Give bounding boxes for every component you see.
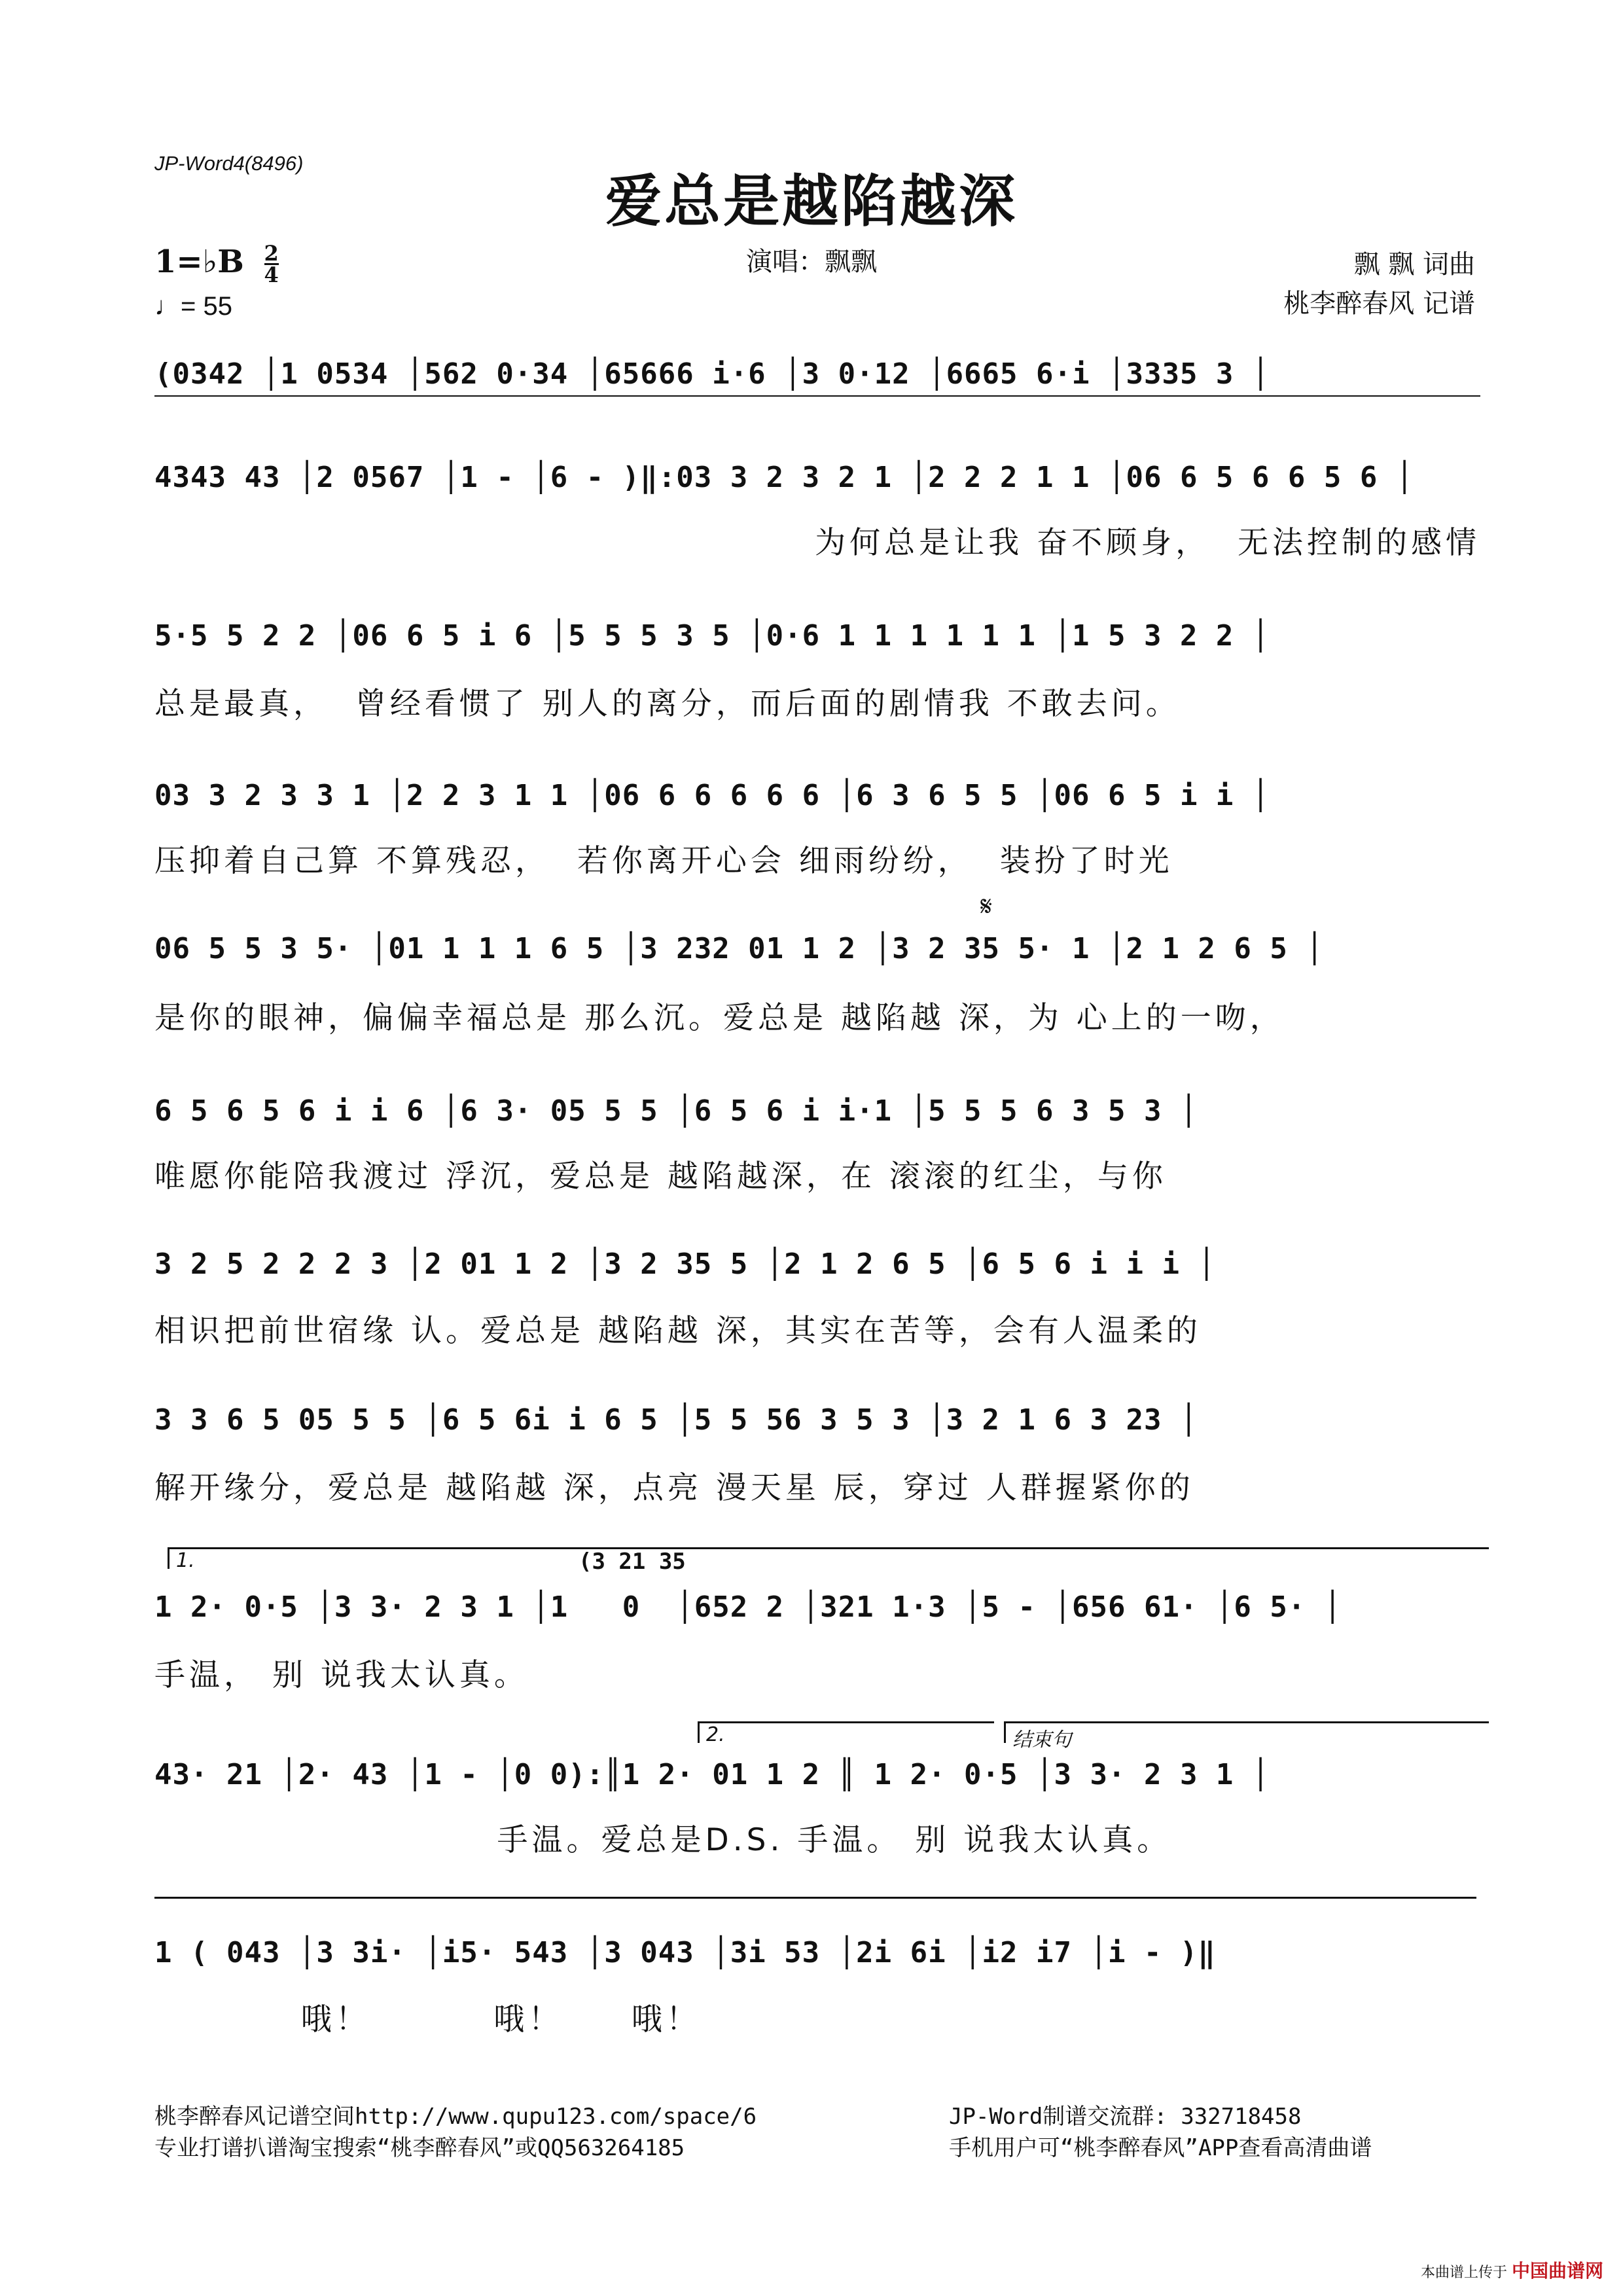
transcriber-credit: 桃李醉春风 记谱	[1283, 289, 1475, 319]
volta-1-label: 1.	[176, 1549, 195, 1572]
system-5-lyrics: 是你的眼神，偏偏幸福总是 那么沉。爱总是 越陷越 深，为 心上的一吻，	[154, 1000, 1285, 1036]
system-6-lyrics: 唯愿你能陪我渡过 浮沉，爱总是 越陷越深，在 滚滚的红尘，与你	[154, 1158, 1167, 1194]
ending-bracket	[1004, 1721, 1489, 1751]
footer-left-line-1: 桃李醉春风记谱空间http://www.qupu123.com/space/6	[154, 2104, 757, 2130]
system-9-notes: 1 2· 0·5 │3 3· 2 3 1 │1 0 │652 2 │321 1·3 │5 - │656 61· │6 5· │	[154, 1590, 1342, 1624]
site-logo-text: 中国曲谱网	[1511, 2260, 1603, 2282]
source-tag: JP-Word4(8496)	[154, 152, 304, 175]
footer-right-line-1: JP-Word制谱交流群: 332718458	[949, 2104, 1302, 2130]
score-title: 爱总是越陷越深	[605, 168, 1018, 234]
footer-left-line-2: 专业打谱扒谱淘宝搜索“桃李醉春风”或QQ563264185	[154, 2135, 685, 2161]
system-2-notes: 4343 43 │2 0567 │1 - │6 - )‖:03 3 2 3 2 1 │2 2 2 1 1 │06 6 5 6 6 5 6 │	[154, 461, 1414, 494]
system-8-notes: 3 3 6 5 05 5 5 │6 5 6i i 6 5 │5 5 56 3 5 3 │3 2 1 6 3 23 │	[154, 1403, 1198, 1437]
system-11-lyrics: 哦！ 哦！ 哦！	[246, 2001, 701, 2037]
time-signature	[264, 243, 279, 285]
system-3-lyrics: 总是最真， 曾经看惯了 别人的离分，而后面的剧情我 不敢去问。	[154, 686, 1181, 722]
system-10-notes: 43· 21 │2· 43 │1 - │0 0):║1 2· 01 1 2 ║ 1 2· 0·5 │3 3· 2 3 1 │	[154, 1758, 1270, 1791]
cue-notes: (3 21 35	[579, 1549, 686, 1575]
tempo-marking: ♩= 55	[154, 292, 232, 321]
key-label: 1=♭B	[154, 243, 244, 280]
meter-top: 2	[264, 241, 279, 266]
system-2-lyrics: 为何总是让我 奋不顾身， 无法控制的感情	[815, 525, 1480, 561]
key-signature	[154, 243, 279, 285]
system-5-notes: 06 5 5 3 5· │01 1 1 1 6 5 │3 232 01 1 2 │3 2 35 5· 1 │2 1 2 6 5 │	[154, 932, 1324, 965]
system-7-notes: 3 2 5 2 2 2 3 │2 01 1 2 │3 2 35 5 │2 1 2 6 5 │6 5 6 i i i │	[154, 1247, 1216, 1281]
lyricist-composer-credit: 飘 飘 词曲	[1353, 249, 1475, 279]
volta-2-label: 2.	[706, 1723, 725, 1746]
volta-2-bracket	[698, 1721, 994, 1746]
system-7-lyrics: 相识把前世宿缘 认。爱总是 越陷越 深，其实在苦等，会有人温柔的	[154, 1313, 1202, 1349]
system-10-lyrics: 手温。爱总是D.S. 手温。 别 说我太认真。	[154, 1822, 1172, 1858]
system-3-notes: 5·5 5 2 2 │06 6 5 i 6 │5 5 5 3 5 │0·6 1 1 1 1 1 1 │1 5 3 2 2 │	[154, 619, 1270, 653]
system-11-notes: 1 ( 043 │3 3i· │i5· 543 │3 043 │3i 53 │2i 6i │i2 i7 │i - )‖	[154, 1936, 1216, 1969]
final-system-bracket	[154, 1897, 1476, 1899]
upload-watermark	[1421, 2257, 1603, 2283]
upload-text: 本曲谱上传于	[1420, 2265, 1507, 2281]
footer-right-line-2: 手机用户可“桃李醉春风”APP查看高清曲谱	[949, 2135, 1372, 2161]
meter-bottom: 4	[264, 262, 279, 287]
system-4-lyrics: 压抑着自己算 不算残忍， 若你离开心会 细雨纷纷， 装扮了时光	[154, 843, 1173, 879]
system-4-notes: 03 3 2 3 3 1 │2 2 3 1 1 │06 6 6 6 6 6 │6 3 6 5 5 │06 6 5 i i │	[154, 779, 1270, 812]
volta-1-bracket	[168, 1547, 1489, 1572]
system-8-lyrics: 解开缘分，爱总是 越陷越 深，点亮 漫天星 辰，穿过 人群握紧你的	[154, 1470, 1194, 1506]
system-1-underline	[154, 395, 1480, 397]
system-1-notes: (0342 │1 0534 │562 0·34 │65666 i·6 │3 0·12 │6665 6·i │3335 3 │	[154, 357, 1270, 391]
segno-sign: 𝄋	[980, 890, 993, 922]
system-9-lyrics: 手温， 别 说我太认真。	[154, 1657, 529, 1693]
singer-credit: 演唱：飘飘	[746, 247, 877, 277]
ending-label: 结束句	[1012, 1729, 1071, 1751]
system-6-notes: 6 5 6 5 6 i i 6 │6 3· 05 5 5 │6 5 6 i i·1 │5 5 5 6 3 5 3 │	[154, 1094, 1198, 1128]
